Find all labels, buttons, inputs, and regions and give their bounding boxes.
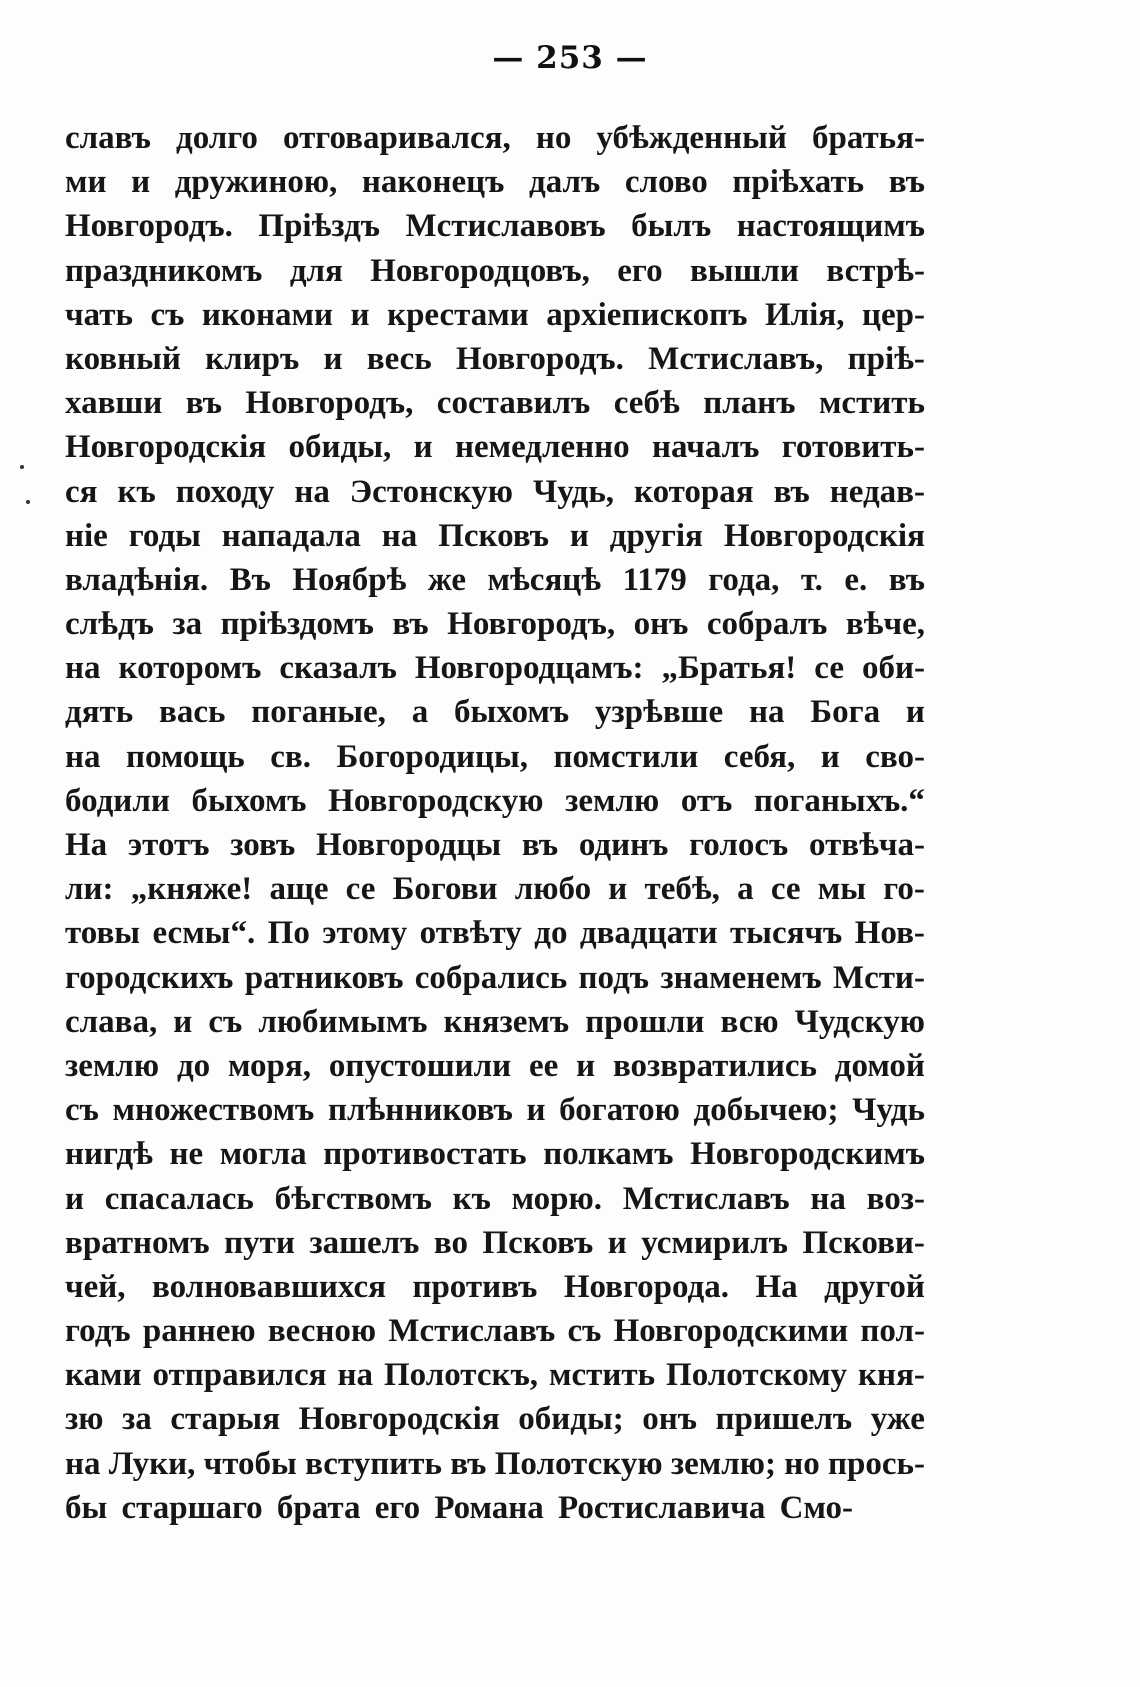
text-line: чей, волновавшихся противъ Новгорода. На другой xyxy=(65,1268,925,1305)
text-line: товы есмы“. По этому отвѣту до двадцати тысячъ Нов- xyxy=(65,915,925,952)
text-line: и спасалась бѣгствомъ къ морю. Мстиславъ на воз- xyxy=(65,1180,925,1217)
text-line: владѣнія. Въ Ноябрѣ же мѣсяцѣ 1179 года, т. е. въ xyxy=(65,561,925,598)
text-line: землю до моря, опустошили ее и возвратились домой xyxy=(65,1047,925,1084)
text-line: нигдѣ не могла противостать полкамъ Новгородскимъ xyxy=(65,1136,925,1173)
text-line: городскихъ ратниковъ собрались подъ знаменемъ Мсти- xyxy=(65,959,925,996)
text-line: ніе годы нападала на Псковъ и другія Новгородскія xyxy=(65,517,925,554)
text-line: зю за старыя Новгородскія обиды; онъ пришелъ уже xyxy=(65,1401,925,1438)
text-line: слѣдъ за пріѣздомъ въ Новгородъ, онъ собралъ вѣче, xyxy=(65,606,925,643)
text-line: на которомъ сказалъ Новгородцамъ: „Братья! се оби- xyxy=(65,650,925,687)
text-line: славъ долго отговаривался, но убѣжденный братья- xyxy=(65,120,925,156)
text-line: ли: „княже! аще се Богови любо и тебѣ, а се мы го- xyxy=(65,871,925,908)
text-line: дять вась поганые, а быхомъ узрѣвше на Бога и xyxy=(65,694,925,731)
text-line: годъ раннею весною Мстиславъ съ Новгородскими пол- xyxy=(65,1313,925,1350)
text-line: ками отправился на Полотскъ, мстить Полотскому кня- xyxy=(65,1357,925,1394)
scan-speck xyxy=(20,465,24,469)
text-line: Новгородскія обиды, и немедленно началъ готовить- xyxy=(65,429,925,466)
text-line: бы старшаго брата его Романа Ростиславича Смо- xyxy=(65,1489,853,1526)
text-line: на помощь св. Богородицы, помстили себя, и сво- xyxy=(65,738,925,775)
scan-speck xyxy=(26,500,30,504)
text-line: на Луки, чтобы вступить въ Полотскую землю; но прось- xyxy=(65,1445,925,1482)
text-line: ковный клиръ и весь Новгородъ. Мстиславъ, пріѣ- xyxy=(65,340,925,377)
text-line: съ множествомъ плѣнниковъ и богатою добычею; Чудь xyxy=(65,1092,925,1129)
page-number: — 253 — xyxy=(492,40,648,76)
text-line: ми и дружиною, наконецъ далъ слово пріѣхать въ xyxy=(65,164,925,201)
text-line: бодили быхомъ Новгородскую землю отъ поганыхъ.“ xyxy=(65,782,925,819)
text-line: слава, и съ любимымъ княземъ прошли всю Чудскую xyxy=(65,1003,925,1040)
text-line: хавши въ Новгородъ, составилъ себѣ планъ мстить xyxy=(65,385,925,422)
text-line: праздникомъ для Новгородцовъ, его вышли встрѣ- xyxy=(65,252,925,289)
text-line: вратномъ пути зашелъ во Псковъ и усмирилъ Пскови- xyxy=(65,1224,925,1261)
body-text xyxy=(65,120,925,1534)
text-line: На этотъ зовъ Новгородцы въ одинъ голосъ отвѣча- xyxy=(65,827,925,863)
text-line: чать съ иконами и крестами архіепископъ Илія, цер- xyxy=(65,296,925,333)
text-line: ся къ походу на Эстонскую Чудь, которая въ недав- xyxy=(65,473,925,510)
text-line: Новгородъ. Пріѣздъ Мстиславовъ былъ настоящимъ xyxy=(65,208,925,245)
